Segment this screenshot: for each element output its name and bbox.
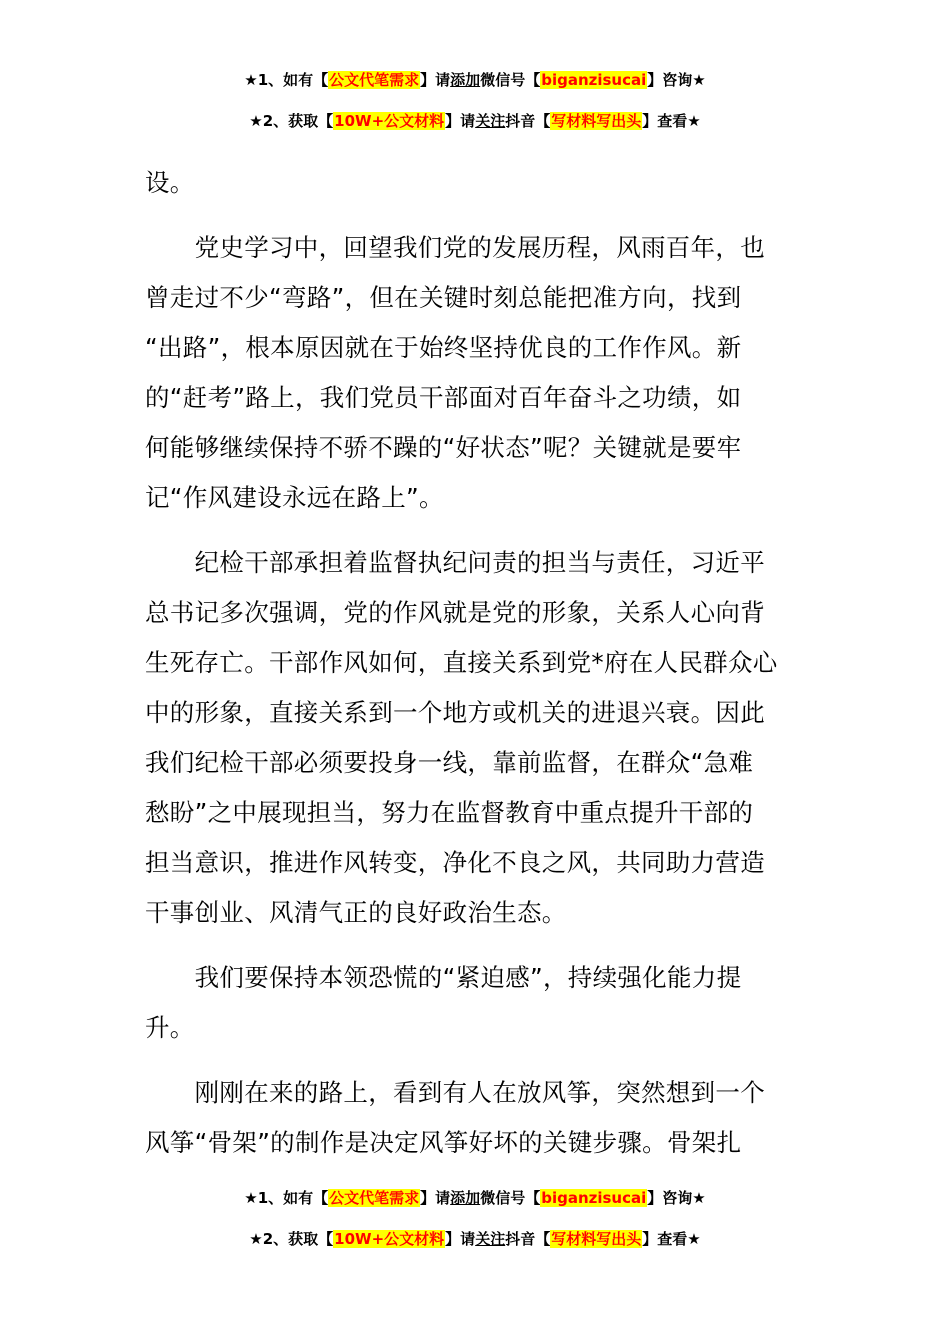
banner-text: 】咨询: [647, 71, 693, 89]
footer-line-2: [0, 1228, 950, 1250]
banner-text: 1、如有【: [257, 71, 329, 89]
text-line: 中的形象，直接关系到一个地方或机关的进退兴衰。因此: [145, 698, 765, 727]
underlined-action: 关注: [475, 1230, 506, 1248]
underlined-action: 添加: [450, 71, 481, 89]
banner-text: 微信号【: [480, 71, 541, 89]
highlight-service: 公文代笔需求: [329, 71, 420, 89]
text-line: 党史学习中，回望我们党的发展历程，风雨百年，也: [145, 233, 765, 262]
banner-text: 】查看: [642, 112, 688, 130]
text-line: 曾走过不少“弯路”，但在关键时刻总能把准方向，找到: [145, 283, 742, 312]
text-line: 刚刚在来的路上，看到有人在放风筝，突然想到一个: [145, 1078, 765, 1107]
paragraph: [145, 538, 807, 938]
banner-text: 】请: [420, 71, 451, 89]
footer-line-1: [0, 1187, 950, 1209]
banner-text: 抖音【: [505, 1230, 551, 1248]
text-line: 记“作风建设永远在路上”。: [145, 483, 444, 512]
star-icon: ★: [244, 1189, 258, 1207]
paragraph: [145, 223, 807, 523]
star-icon: ★: [687, 112, 701, 130]
banner-text: 】请: [445, 112, 476, 130]
header-line-1: [0, 69, 950, 91]
banner-text: 2、获取【: [262, 1230, 334, 1248]
document-body: [145, 158, 807, 1168]
banner-text: 2、获取【: [262, 112, 334, 130]
paragraph: [145, 953, 807, 1053]
banner-text: 】请: [420, 1189, 451, 1207]
text-line: 愁盼”之中展现担当，努力在监督教育中重点提升干部的: [145, 798, 754, 827]
underlined-action: 添加: [450, 1189, 481, 1207]
text-line: 我们纪检干部必须要投身一线，靠前监督，在群众“急难: [145, 748, 754, 777]
highlight-douyin-id: 写材料写出头: [551, 112, 642, 130]
text-line: 风筝“骨架”的制作是决定风筝好坏的关键步骤。骨架扎: [145, 1128, 742, 1157]
text-line: 纪检干部承担着监督执纪问责的担当与责任，习近平: [145, 548, 765, 577]
text-line: 干事创业、风清气正的良好政治生态。: [145, 898, 567, 927]
underlined-action: 关注: [475, 112, 506, 130]
text-line: “出路”，根本原因就在于始终坚持优良的工作作风。新: [145, 333, 742, 362]
text-line: 总书记多次强调，党的作风就是党的形象，关系人心向背: [145, 598, 765, 627]
star-icon: ★: [249, 1230, 263, 1248]
highlight-wechat-id: biganzisucai: [541, 71, 647, 89]
highlight-materials: 10W+公文材料: [334, 1230, 445, 1248]
banner-text: 】查看: [642, 1230, 688, 1248]
star-icon: ★: [687, 1230, 701, 1248]
highlight-service: 公文代笔需求: [329, 1189, 420, 1207]
header-line-2: [0, 110, 950, 132]
banner-text: 】咨询: [647, 1189, 693, 1207]
star-icon: ★: [244, 71, 258, 89]
banner-text: 抖音【: [505, 112, 551, 130]
paragraph: [145, 1068, 807, 1168]
text-line: 何能够继续保持不骄不躁的“好状态”呢？关键就是要牢: [145, 433, 742, 462]
paragraph: [145, 158, 807, 208]
star-icon: ★: [692, 1189, 706, 1207]
banner-text: 微信号【: [480, 1189, 541, 1207]
text-line: 担当意识，推进作风转变，净化不良之风，共同助力营造: [145, 848, 765, 877]
highlight-wechat-id: biganzisucai: [541, 1189, 647, 1207]
star-icon: ★: [692, 71, 706, 89]
banner-text: 】请: [445, 1230, 476, 1248]
text-line: 升。: [145, 1013, 195, 1042]
star-icon: ★: [249, 112, 263, 130]
text-line: 设。: [145, 168, 195, 197]
text-line: 生死存亡。干部作风如何，直接关系到党*府在人民群众心: [145, 648, 778, 677]
banner-text: 1、如有【: [257, 1189, 329, 1207]
highlight-materials: 10W+公文材料: [334, 112, 445, 130]
text-line: 我们要保持本领恐慌的“紧迫感”，持续强化能力提: [145, 963, 742, 992]
highlight-douyin-id: 写材料写出头: [551, 1230, 642, 1248]
text-line: 的“赶考”路上，我们党员干部面对百年奋斗之功绩，如: [145, 383, 742, 412]
